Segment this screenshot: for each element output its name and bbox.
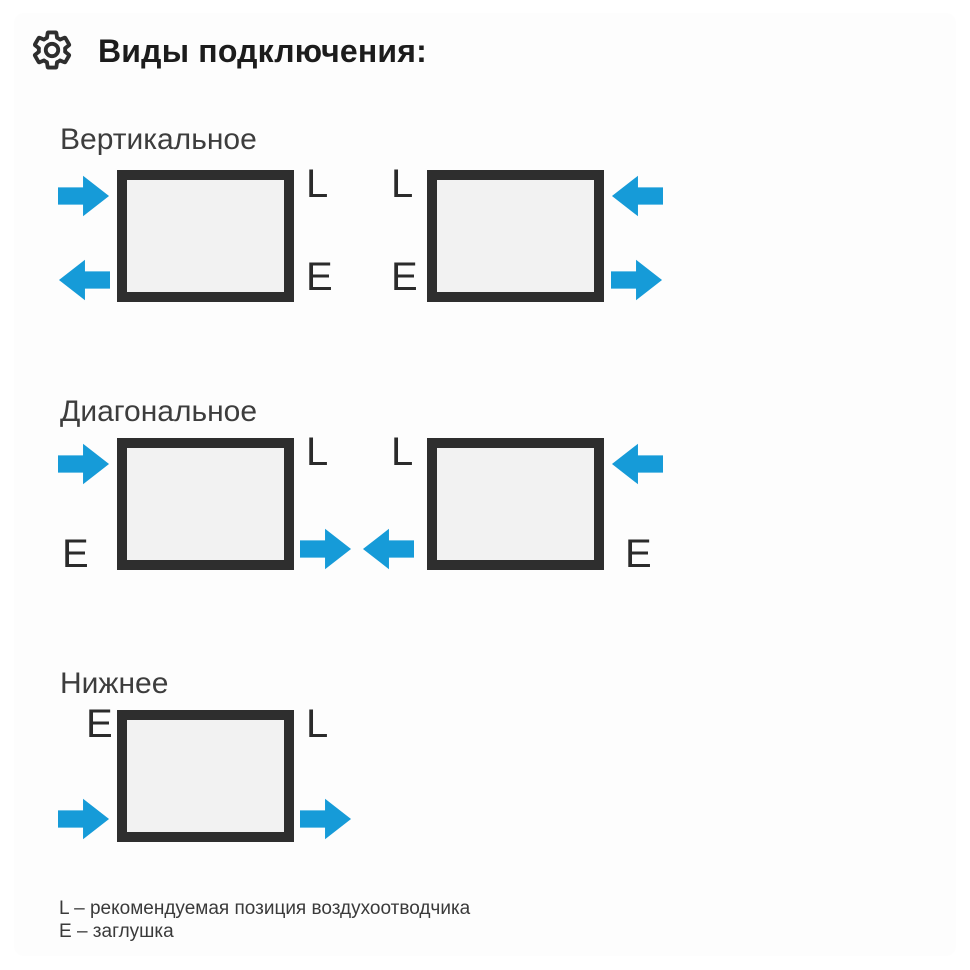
- page-title: Виды подключения:: [98, 33, 428, 69]
- plug-label: E: [62, 532, 89, 576]
- air-vent-position-label: L: [391, 430, 414, 474]
- radiator: [117, 170, 294, 302]
- radiator: [427, 170, 604, 302]
- radiator: [427, 438, 604, 570]
- air-vent-position-label: L: [306, 430, 329, 474]
- flow-arrow-right-icon: [300, 797, 352, 841]
- flow-arrow-right-icon: [58, 442, 110, 486]
- flow-arrow-left-icon: [611, 174, 663, 218]
- radiator: [117, 438, 294, 570]
- section-title-diagonal: Диагональное: [60, 395, 258, 428]
- flow-arrow-right-icon: [300, 527, 352, 571]
- legend: [59, 897, 470, 943]
- air-vent-position-label: L: [306, 702, 329, 746]
- section-title-bottom: Нижнее: [60, 667, 169, 700]
- plug-label: E: [86, 702, 113, 746]
- section-title-vertical: Вертикальное: [60, 123, 257, 156]
- flow-arrow-left-icon: [611, 442, 663, 486]
- plug-label: E: [625, 532, 652, 576]
- air-vent-position-label: L: [391, 162, 414, 206]
- plug-label: E: [306, 255, 333, 299]
- plug-label: E: [391, 255, 418, 299]
- flow-arrow-left-icon: [362, 527, 414, 571]
- gear-icon: [30, 28, 74, 77]
- flow-arrow-right-icon: [611, 258, 663, 302]
- flow-arrow-left-icon: [58, 258, 110, 302]
- flow-arrow-right-icon: [58, 797, 110, 841]
- legend-line-plug: E – заглушка: [59, 921, 174, 942]
- air-vent-position-label: L: [306, 162, 329, 206]
- radiator: [117, 710, 294, 842]
- legend-line-air-vent: L – рекомендуемая позиция воздухоотводчика: [59, 898, 471, 919]
- flow-arrow-right-icon: [58, 174, 110, 218]
